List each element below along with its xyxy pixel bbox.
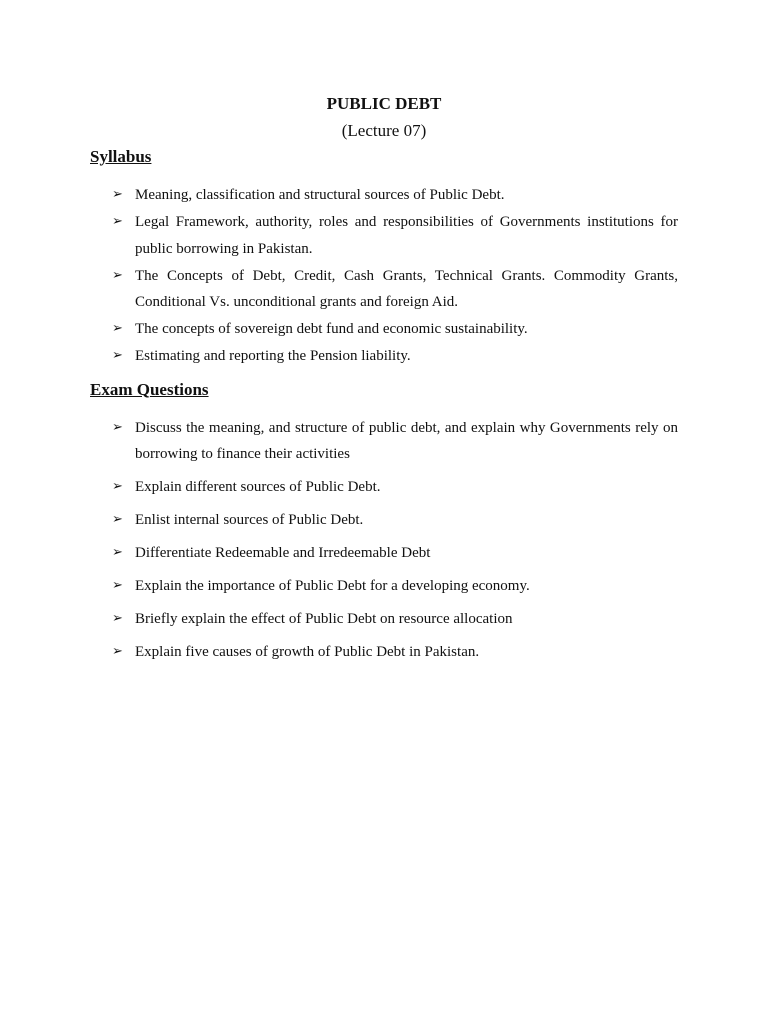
exam-question-text: Explain the importance of Public Debt for a developing economy.: [135, 577, 530, 594]
arrowhead-bullet-icon: ➢: [112, 187, 123, 202]
arrowhead-bullet-icon: ➢: [112, 267, 123, 283]
exam-question-item: [90, 507, 678, 533]
syllabus-item: [90, 182, 678, 209]
syllabus-item: [90, 209, 678, 262]
arrowhead-bullet-icon: ➢: [112, 544, 123, 560]
arrowhead-bullet-icon: ➢: [112, 214, 123, 229]
syllabus-item-text: Legal Framework, authority, roles and responsibilities of Governments institutions for public borrowing in Pakistan.: [135, 214, 678, 257]
syllabus-item-text: The Concepts of Debt, Credit, Cash Grants, Technical Grants. Commodity Grants, Conditional Vs. unconditional grants and foreign Aid.: [135, 267, 678, 310]
exam-question-item: [90, 606, 678, 632]
exam-question-item: [90, 415, 678, 467]
syllabus-list: [90, 182, 678, 370]
exam-questions-list: [90, 415, 678, 665]
document-title: PUBLIC DEBT: [326, 94, 442, 113]
arrowhead-bullet-icon: ➢: [112, 321, 123, 336]
exam-question-text: Explain five causes of growth of Public Debt in Pakistan.: [135, 643, 480, 660]
exam-question-item: [90, 540, 678, 566]
syllabus-item: [90, 316, 678, 343]
arrowhead-bullet-icon: ➢: [112, 610, 123, 626]
exam-question-text: Discuss the meaning, and structure of public debt, and explain why Governments rely on borrowing to finance their activities: [135, 419, 678, 462]
arrowhead-bullet-icon: ➢: [112, 577, 123, 593]
arrowhead-bullet-icon: ➢: [112, 419, 123, 435]
exam-question-item: [90, 573, 678, 599]
syllabus-item-text: The concepts of sovereign debt fund and economic sustainability.: [135, 321, 528, 337]
syllabus-heading: Syllabus: [90, 147, 152, 166]
arrowhead-bullet-icon: ➢: [112, 348, 123, 363]
exam-question-item: [90, 474, 678, 500]
arrowhead-bullet-icon: ➢: [112, 478, 123, 494]
syllabus-item-text: Estimating and reporting the Pension liability.: [135, 348, 411, 364]
exam-question-text: Enlist internal sources of Public Debt.: [135, 511, 364, 528]
exam-question-text: Differentiate Redeemable and Irredeemable Debt: [135, 544, 431, 561]
syllabus-item: [90, 263, 678, 316]
exam-question-item: [90, 639, 678, 665]
document-page: [90, 92, 678, 672]
document-subtitle: (Lecture 07): [341, 121, 427, 140]
arrowhead-bullet-icon: ➢: [112, 643, 123, 659]
exam-questions-heading: Exam Questions: [90, 379, 209, 399]
exam-question-text: Briefly explain the effect of Public Debt on resource allocation: [135, 610, 513, 627]
arrowhead-bullet-icon: ➢: [112, 511, 123, 527]
syllabus-item: [90, 343, 678, 370]
syllabus-item-text: Meaning, classification and structural sources of Public Debt.: [135, 187, 505, 203]
exam-question-text: Explain different sources of Public Debt.: [135, 478, 381, 495]
